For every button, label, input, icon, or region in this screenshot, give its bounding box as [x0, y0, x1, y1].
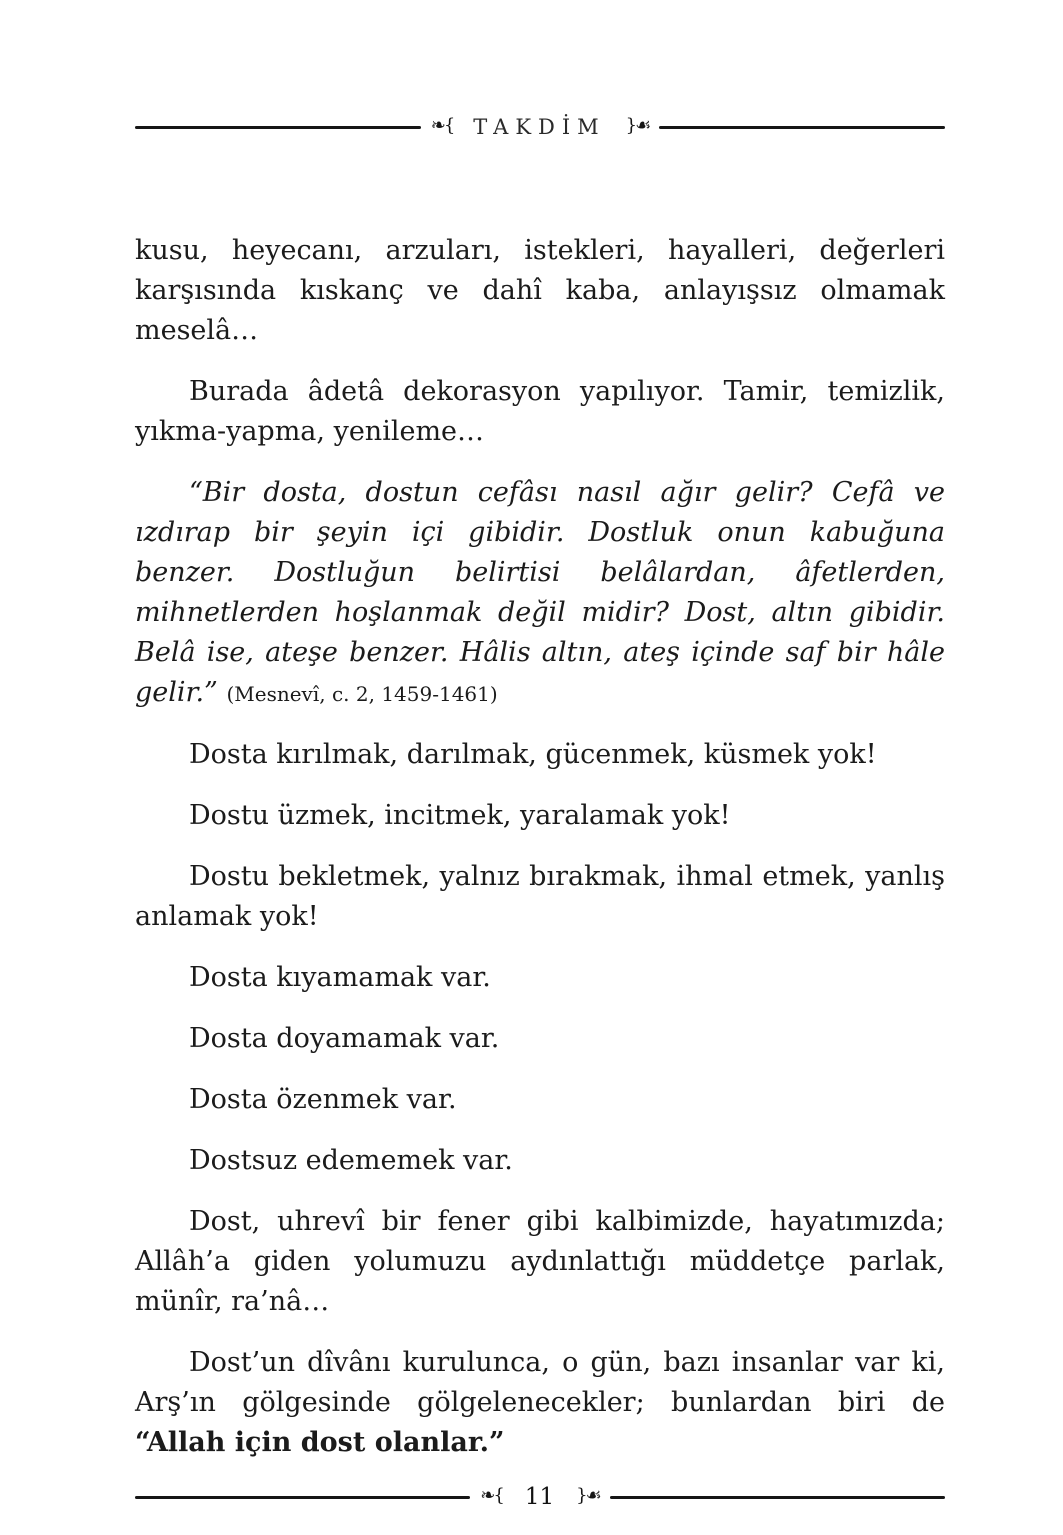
page-header [135, 115, 945, 139]
paragraph-continuation: kusu, heyecanı, arzuları, istekleri, hayalleri, değerleri karşısında kıskanç ve dahî kaba, anlayışsız olmamak meselâ… [135, 235, 945, 346]
quote-paragraph [135, 473, 945, 714]
fleuron-left-icon: ❧{ [430, 115, 454, 136]
header-rule-right [659, 126, 945, 129]
page-footer [135, 1484, 945, 1510]
paragraph: Dostsuz edememek var. [189, 1145, 513, 1176]
fleuron-right-icon: }☙ [625, 115, 650, 136]
fleuron-left-icon: ❧{ [480, 1485, 503, 1506]
quote-citation: (Mesnevî, c. 2, 1459-1461) [226, 682, 498, 706]
paragraph: Dostu üzmek, incitmek, yaralamak yok! [189, 800, 731, 831]
page-number: 11 [524, 1484, 555, 1510]
page-body [135, 231, 945, 1484]
paragraph: Burada âdetâ dekorasyon yapılıyor. Tamir, temizlik, yıkma-yapma, yenileme… [135, 376, 945, 447]
quote-text: “Bir dosta, dostun cefâsı nasıl ağır gelir? Cefâ ve ızdırap bir şeyin içi gibidir. Dostluk onun kabuğuna benzer. Dostluğun belirtisi belâlardan, âfetlerden, mihnetlerden hoşlanmak değil midir? Dost, altın gibidir. Belâ ise, ateşe benzer. Hâlis altın, ateş içinde saf bir hâle gelir.” [135, 477, 945, 708]
paragraph: Dosta kıyamamak var. [189, 962, 491, 993]
footer-rule-left [135, 1496, 470, 1499]
closing-emphasis: “Allah için dost olanlar.” [135, 1427, 505, 1458]
fleuron-right-icon: }☙ [576, 1485, 600, 1506]
header-rule-left [135, 126, 421, 129]
paragraph: Dost, uhrevî bir fener gibi kalbimizde, hayatımızda; Allâh’a giden yolumuzu aydınlattığı müddetçe parlak, münîr, ra’nâ… [135, 1206, 945, 1317]
paragraph: Dostu bekletmek, yalnız bırakmak, ihmal etmek, yanlış anlamak yok! [135, 861, 945, 932]
closing-paragraph [135, 1343, 945, 1463]
paragraph: Dosta özenmek var. [189, 1084, 457, 1115]
paragraph: Dosta doyamamak var. [189, 1023, 500, 1054]
closing-lead: Dost’un dîvânı kurulunca, o gün, bazı insanlar var ki, Arş’ın gölgesinde gölgelenecekler; bunlardan biri de [135, 1347, 945, 1418]
chapter-title: TAKDİM [473, 115, 606, 139]
footer-rule-right [610, 1496, 945, 1499]
paragraph: Dosta kırılmak, darılmak, gücenmek, küsmek yok! [189, 739, 877, 770]
